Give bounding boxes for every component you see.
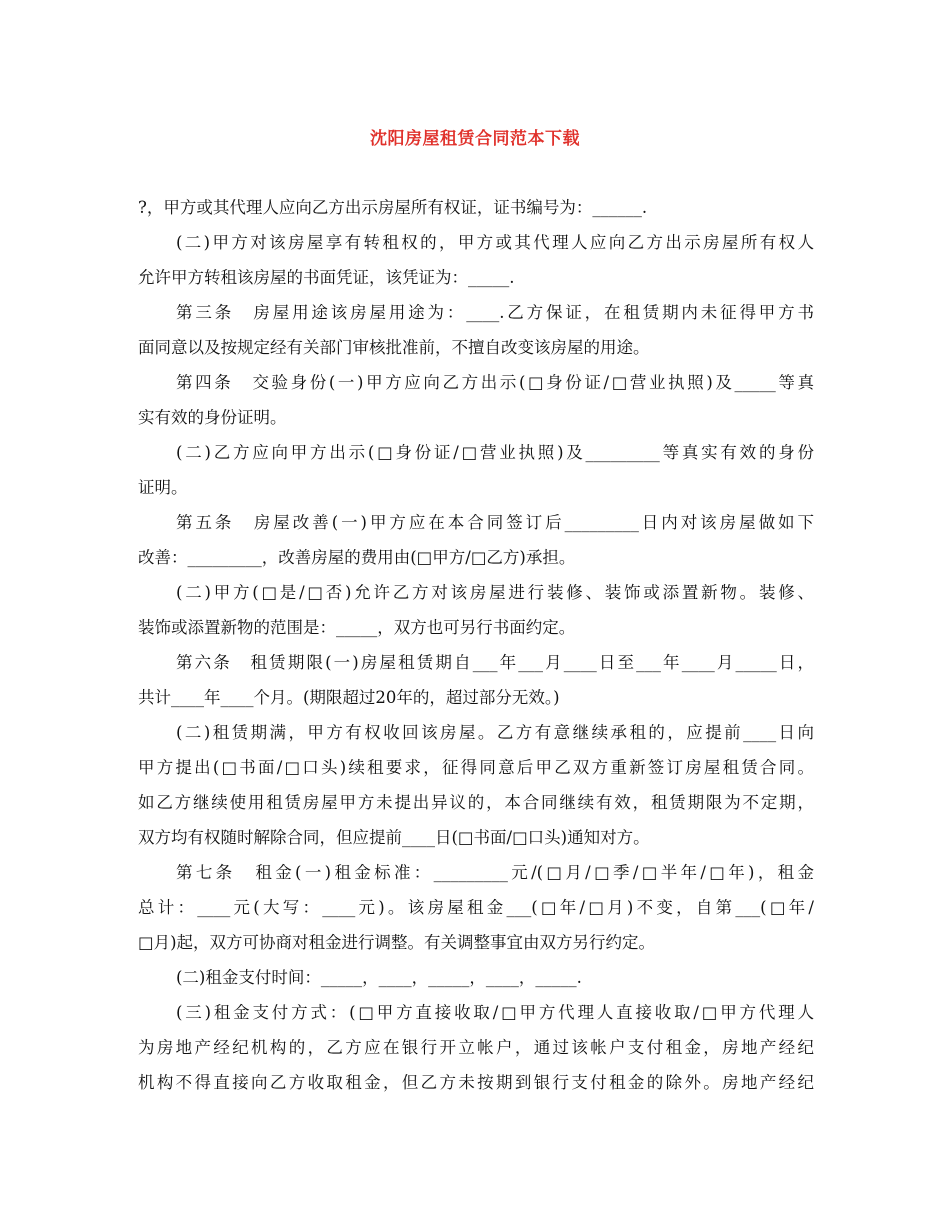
text-line: 装饰或添置新物的范围是：_____，双方也可另行书面约定。 (138, 618, 576, 637)
text-line: 第三条 房屋用途该房屋用途为：____.乙方保证，在租赁期内未征得甲方书 (176, 303, 814, 322)
text-line: 第四条 交验身份(一)甲方应向乙方出示(□身份证/□营业执照)及_____等真 (176, 373, 814, 392)
text-line: 如乙方继续使用租赁房屋甲方未提出异议的，本合同继续有效，租赁期限为不定期， (138, 793, 814, 812)
text-line: (二)甲方对该房屋享有转租权的，甲方或其代理人应向乙方出示房屋所有权人 (176, 233, 814, 252)
text-line: 第七条 租金(一)租金标准：_________元/(□月/□季/□半年/□年)，租金 (176, 863, 814, 882)
text-line: 面同意以及按规定经有关部门审核批准前，不擅自改变该房屋的用途。 (138, 338, 650, 357)
text-line: 允许甲方转租该房屋的书面凭证，该凭证为：_____. (138, 268, 515, 287)
text-line: 第六条 租赁期限(一)房屋租赁期自___年___月____日至___年____月_____日， (176, 653, 814, 672)
text-line: 甲方提出(□书面/□口头)续租要求，征得同意后甲乙双方重新签订房屋租赁合同。 (138, 758, 814, 777)
text-line: 机构不得直接向乙方收取租金，但乙方未按期到银行支付租金的除外。房地产经纪 (138, 1073, 814, 1092)
text-line: ?，甲方或其代理人应向乙方出示房屋所有权证，证书编号为：______. (138, 198, 648, 217)
text-line: 第五条 房屋改善(一)甲方应在本合同签订后_________日内对该房屋做如下 (176, 513, 814, 532)
text-line: (二)租赁期满，甲方有权收回该房屋。乙方有意继续承租的，应提前____日向 (176, 723, 814, 742)
text-line: 实有效的身份证明。 (138, 408, 287, 427)
text-line: (二)甲方(□是/□否)允许乙方对该房屋进行装修、装饰或添置新物。装修、 (176, 583, 814, 602)
text-line: 证明。 (138, 478, 188, 497)
text-line: 共计____年____个月。(期限超过20年的，超过部分无效。) (138, 688, 560, 707)
text-line: 改善：_________，改善房屋的费用由(□甲方/□乙方)承担。 (138, 548, 576, 567)
text-line: (二)租金支付时间：_____，____，_____，____，_____. (176, 968, 582, 987)
text-line: (三)租金支付方式：(□甲方直接收取/□甲方代理人直接收取/□甲方代理人 (176, 1003, 814, 1022)
text-line: 双方均有权随时解除合同，但应提前____日(□书面/□口头)通知对方。 (138, 828, 650, 847)
text-line: 为房地产经纪机构的，乙方应在银行开立帐户，通过该帐户支付租金，房地产经纪 (138, 1038, 814, 1057)
text-line: 总计：____元(大写：____元)。该房屋租金___(□年/□月)不变，自第___(□年/ (138, 898, 814, 917)
text-line: □月)起，双方可协商对租金进行调整。有关调整事宜由双方另行约定。 (138, 933, 656, 952)
document-body (138, 190, 814, 1100)
document-title: 沈阳房屋租赁合同范本下载 (370, 129, 580, 149)
text-line: (二)乙方应向甲方出示(□身份证/□营业执照)及_________等真实有效的身份 (176, 443, 814, 462)
